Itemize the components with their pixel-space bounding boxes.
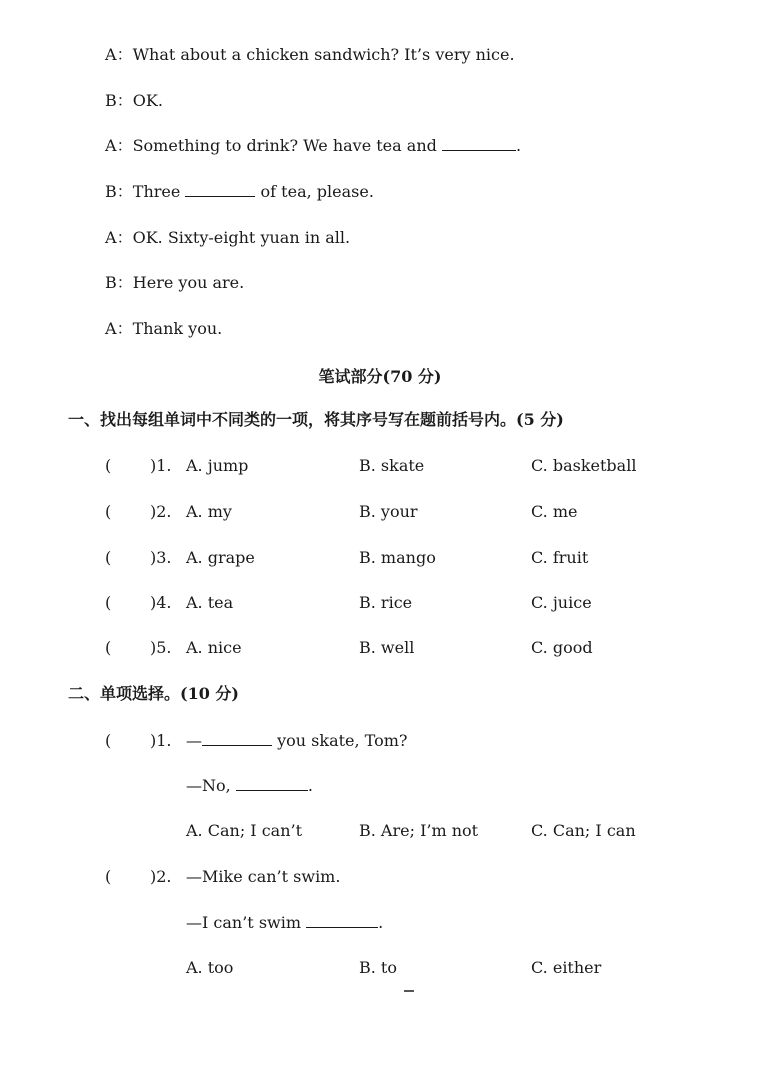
dialogue-text: Three xyxy=(132,182,181,201)
dialogue-text: Something to drink? We have tea and xyxy=(132,136,437,155)
dash: — xyxy=(186,731,202,750)
question-number: )5. xyxy=(150,638,172,657)
option-c: C. me xyxy=(531,502,578,521)
answer-blank[interactable] xyxy=(442,136,516,151)
option-c: C. juice xyxy=(531,593,592,612)
speaker: B xyxy=(105,91,117,110)
option-c: C. either xyxy=(531,958,602,977)
option-a: A. Can; I can’t xyxy=(186,821,303,840)
question-number: )1. xyxy=(150,731,172,750)
option-b: B. your xyxy=(359,502,418,521)
answer-paren[interactable]: ( xyxy=(105,548,112,567)
option-b: B. well xyxy=(359,638,415,657)
option-b: B. mango xyxy=(359,548,436,567)
question-number: )2. xyxy=(150,502,172,521)
answer-blank[interactable] xyxy=(306,913,378,928)
question-text: you skate, Tom? xyxy=(277,731,408,750)
separator: ： xyxy=(116,136,133,155)
dialogue-text: OK. Sixty-eight yuan in all. xyxy=(132,228,351,247)
dialogue-text: What about a chicken sandwich? It’s very nice. xyxy=(132,45,515,64)
question-number: )1. xyxy=(150,456,172,475)
dialogue-text: Thank you. xyxy=(132,319,223,338)
question-number: )2. xyxy=(150,867,172,886)
dialogue-text: OK. xyxy=(132,91,163,110)
separator: ： xyxy=(116,319,133,338)
question-text: —No, xyxy=(186,776,231,795)
question-line-2 xyxy=(186,913,383,932)
option-a: A. grape xyxy=(186,548,255,567)
page-mark xyxy=(404,990,414,992)
answer-blank[interactable] xyxy=(236,776,308,791)
question-line-1: —Mike can’t swim. xyxy=(186,867,341,886)
option-c: C. fruit xyxy=(531,548,589,567)
section1-heading: 一、找出每组单词中不同类的一项，将其序号写在题前括号内。(5 分) xyxy=(68,410,564,429)
answer-paren[interactable]: ( xyxy=(105,638,112,657)
answer-paren[interactable]: ( xyxy=(105,867,112,886)
dialogue-line-1 xyxy=(105,45,515,65)
answer-paren[interactable]: ( xyxy=(105,456,112,475)
dialogue-text: Here you are. xyxy=(132,273,245,292)
option-a: A. too xyxy=(186,958,234,977)
answer-blank[interactable] xyxy=(202,731,272,746)
separator: ： xyxy=(116,273,133,292)
section2-heading: 二、单项选择。(10 分) xyxy=(68,684,239,703)
answer-paren[interactable]: ( xyxy=(105,593,112,612)
question-text: . xyxy=(378,913,384,932)
option-b: B. to xyxy=(359,958,397,977)
answer-paren[interactable]: ( xyxy=(105,502,112,521)
speaker: A xyxy=(105,45,117,64)
dialogue-line-3 xyxy=(105,136,521,156)
option-b: B. rice xyxy=(359,593,413,612)
separator: ： xyxy=(116,91,133,110)
separator: ： xyxy=(116,228,133,247)
question-text: . xyxy=(307,776,313,795)
speaker: A xyxy=(105,319,117,338)
option-a: A. tea xyxy=(186,593,234,612)
option-c: C. basketball xyxy=(531,456,637,475)
dialogue-line-2 xyxy=(105,91,163,111)
dialogue-line-6 xyxy=(105,273,244,293)
separator: ： xyxy=(116,182,133,201)
dialogue-line-7 xyxy=(105,319,222,339)
speaker: B xyxy=(105,182,117,201)
answer-blank[interactable] xyxy=(185,182,255,197)
question-number: )3. xyxy=(150,548,172,567)
answer-paren[interactable]: ( xyxy=(105,731,112,750)
speaker: A xyxy=(105,228,117,247)
option-b: B. Are; I’m not xyxy=(359,821,479,840)
dialogue-text: of tea, please. xyxy=(260,182,374,201)
separator: ： xyxy=(116,45,133,64)
written-part-title: 笔试部分(70 分) xyxy=(318,367,442,386)
dialogue-line-5 xyxy=(105,228,350,248)
question-text: —I can’t swim xyxy=(186,913,302,932)
option-c: C. Can; I can xyxy=(531,821,636,840)
option-a: A. my xyxy=(186,502,232,521)
option-b: B. skate xyxy=(359,456,425,475)
option-a: A. jump xyxy=(186,456,249,475)
option-a: A. nice xyxy=(186,638,242,657)
question-number: )4. xyxy=(150,593,172,612)
speaker: A xyxy=(105,136,117,155)
dialogue-text: . xyxy=(515,136,522,155)
speaker: B xyxy=(105,273,117,292)
question-line-2 xyxy=(186,776,313,795)
question-line-1 xyxy=(186,731,407,750)
option-c: C. good xyxy=(531,638,593,657)
dialogue-line-4 xyxy=(105,182,374,202)
